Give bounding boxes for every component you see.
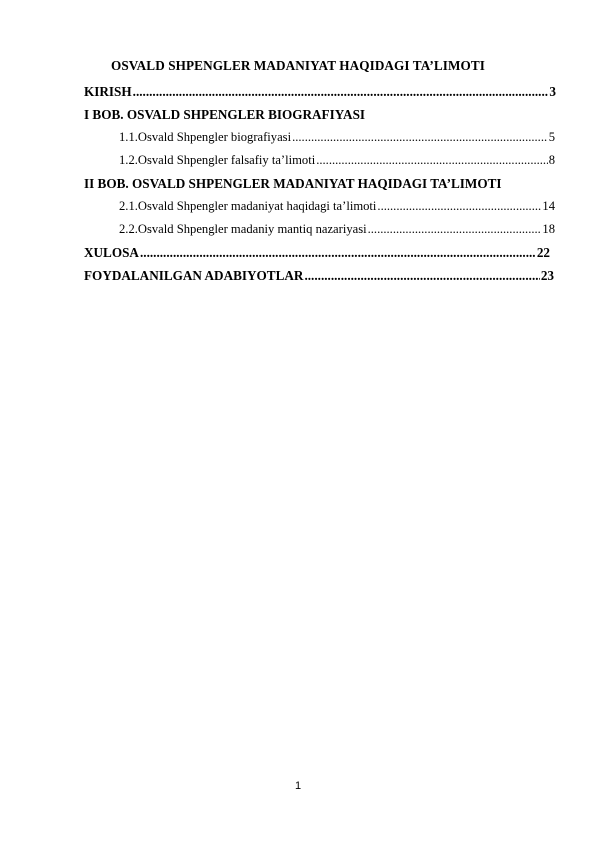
toc-entry-text: XULOSA xyxy=(84,245,139,260)
toc-chapter-2[interactable]: II BOB. OSVALD SHPENGLER MADANIYAT HAQIDAGI TA’LIMOTI xyxy=(84,176,502,191)
toc-leader xyxy=(140,245,536,261)
toc-entry-text: Osvald Shpengler madaniyat haqidagi ta’limoti xyxy=(137,199,377,213)
toc-leader xyxy=(292,130,548,145)
toc-entry-2-2[interactable] xyxy=(119,222,555,237)
toc-leader xyxy=(133,84,549,100)
toc-entry-page: 23 xyxy=(540,268,554,283)
toc-entry-number: 2.1. xyxy=(119,199,138,213)
toc-entry-xulosa[interactable] xyxy=(84,245,550,261)
toc-entry-page: 22 xyxy=(536,245,550,260)
toc-entry-number: 2.2. xyxy=(119,222,138,236)
toc-entry-page: 8 xyxy=(548,153,555,167)
toc-leader xyxy=(377,199,541,214)
toc-entry-text: Osvald Shpengler falsafiy ta’limoti xyxy=(137,153,316,167)
page-number: 1 xyxy=(294,780,302,792)
toc-entry-page: 14 xyxy=(542,199,555,213)
toc-leader xyxy=(304,268,539,284)
toc-entry-1-1[interactable] xyxy=(119,130,555,145)
toc-entry-page: 5 xyxy=(548,130,555,144)
toc-entry-kirish[interactable] xyxy=(84,84,556,100)
toc-leader xyxy=(316,153,547,168)
toc-entry-page: 3 xyxy=(549,84,556,99)
toc-leader xyxy=(368,222,542,237)
toc-entry-text: Osvald Shpengler biografiyasi xyxy=(137,130,292,144)
toc-entry-number: 1.1. xyxy=(119,130,138,144)
toc-entry-2-1[interactable] xyxy=(119,199,555,214)
toc-entry-text: Osvald Shpengler madaniy mantiq nazariyasi xyxy=(137,222,367,236)
toc-entry-foydalanilgan-adabiyotlar[interactable] xyxy=(84,268,554,284)
toc-chapter-1[interactable]: I BOB. OSVALD SHPENGLER BIOGRAFIYASI xyxy=(84,107,366,122)
toc-entry-1-2[interactable] xyxy=(119,153,555,168)
toc-entry-text: FOYDALANILGAN ADABIYOTLAR xyxy=(84,268,304,283)
toc-entry-number: 1.2. xyxy=(119,153,138,167)
toc-entry-text: KIRISH xyxy=(84,84,132,99)
toc-entry-page: 18 xyxy=(542,222,555,236)
document-title: OSVALD SHPENGLER MADANIYAT HAQIDAGI TA’LIMOTI xyxy=(110,58,486,73)
